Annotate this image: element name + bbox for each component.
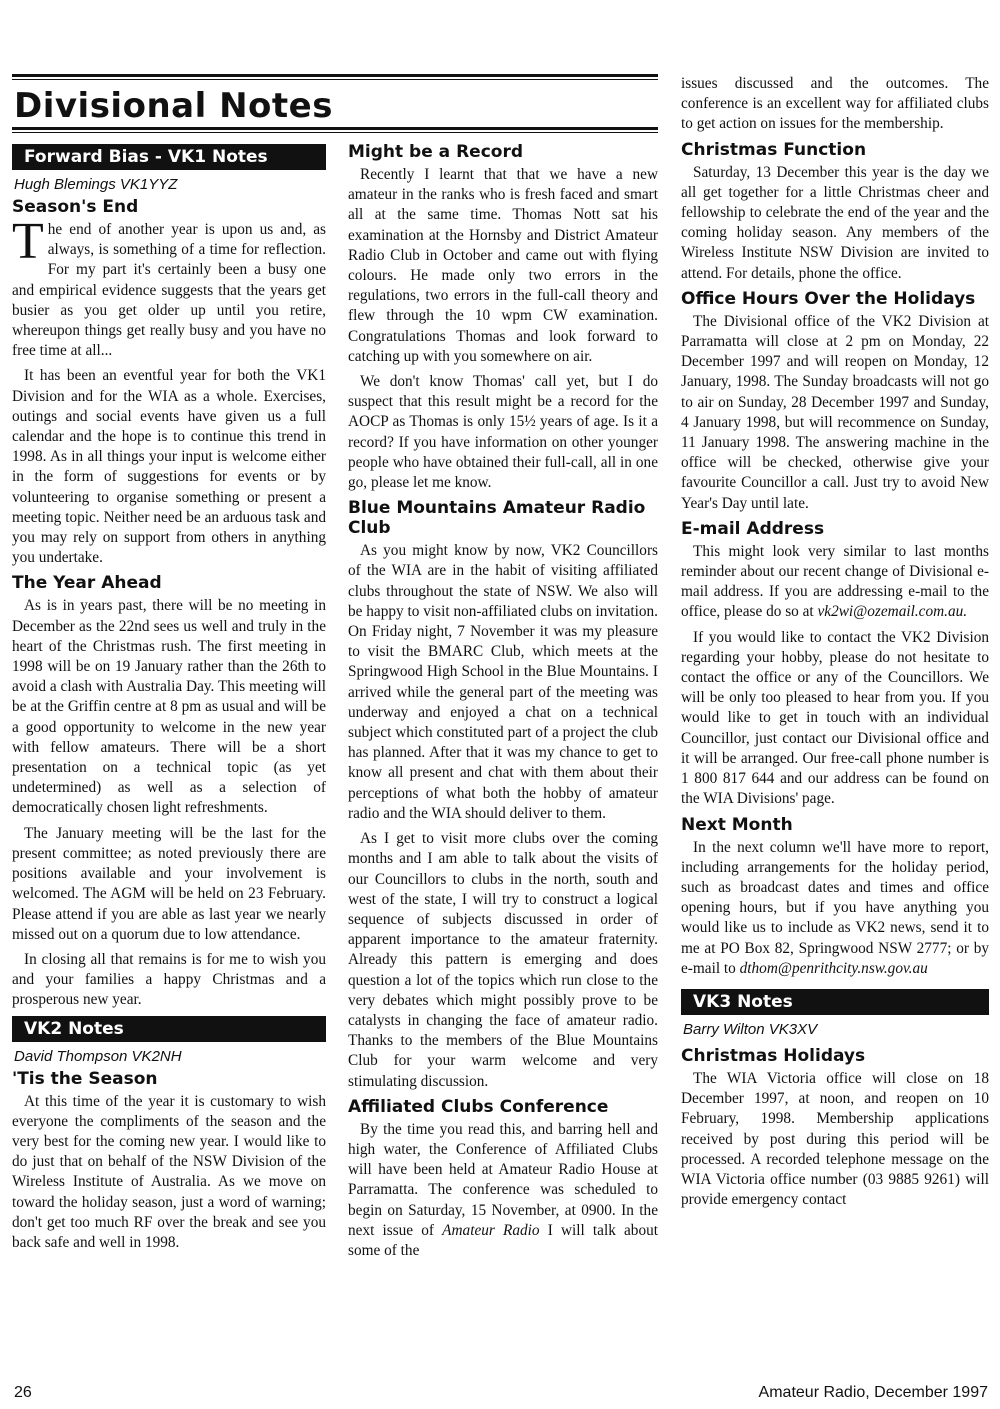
- heading-might-be-a-record: Might be a Record: [348, 142, 523, 162]
- publication-name: Amateur Radio: [442, 1221, 540, 1239]
- heading-tis-the-season: 'Tis the Season: [12, 1068, 158, 1089]
- heading-affiliated-clubs-conference: Affiliated Clubs Conference: [348, 1096, 609, 1117]
- paragraph: The Divisional office of the VK2 Division at Parramatta will close at 2 pm on Monday, 22 December 1997 and will reopen on Monday, 12 January, 1998. The Sunday broadcasts will not go to air on Sunday, 28 December 1997 and Sunday, 4 January 1998, but will recommence on Sunday, 11 January 1998. The answering machine in the office will be checked, otherwise give your favourite Councillor a call. Just try to avoid New Year's Day until late.: [681, 312, 989, 512]
- heading-email-address: E-mail Address: [681, 518, 825, 539]
- heading-blue-mountains: Blue Mountains Amateur Radio Club: [348, 498, 646, 539]
- heading-office-hours: Office Hours Over the Holidays: [681, 288, 976, 309]
- paragraph: The January meeting will be the last for the present committee; as noted previously there are positions available and your involvement is welcomed. The AGM will be held on 23 February. Please attend if you are able as last year we nearly missed out on a quorum due to low attendance.: [12, 824, 326, 943]
- heading-seasons-end: Season's End: [12, 197, 139, 217]
- paragraph: In closing all that remains is for me to wish you and your families a happy Christmas and a prosperous new year.: [12, 950, 326, 1009]
- column-3: [681, 74, 989, 1215]
- heading-next-month: Next Month: [681, 814, 793, 835]
- section-bar-vk3: VK3 Notes: [681, 989, 989, 1015]
- paragraph: issues discussed and the outcomes. The conference is an excellent way for affiliated clubs to get action on issues for the membership.: [681, 75, 989, 133]
- paragraph: As you might know by now, VK2 Councillors of the WIA are in the habit of visiting affiliated clubs throughout the state of NSW. We also will be happy to visit non-affiliated clubs on invitation. On Friday night, 7 November it was my pleasure to visit the BMARC Club, which meets at the Springwood High School in the Blue Mountains. I arrived while the general part of the meeting was underway and enjoyed a chat on a technical subject which constituted part of a project the club has planned. After that it was my chance to get to know all present and chat with them about their perceptions of what both the hobby of amateur radio and the WIA should deliver to them.: [348, 542, 658, 822]
- author-vk1: Hugh Blemings VK1YYZ: [14, 176, 178, 193]
- paragraph: If you would like to contact the VK2 Division regarding your hobby, please do not hesitate to contact the office or any of the Councillors. We will be only too pleased to hear from you. If you would like to get in touch with an individual Councillor, just contact our Divisional office and it will be arranged. Our free-call phone number is 1 800 817 644 and our address can be found on the WIA Divisions' page.: [681, 628, 989, 808]
- page-number: 26: [14, 1384, 32, 1401]
- heading-christmas-holidays: Christmas Holidays: [681, 1045, 866, 1066]
- paragraph: In the next column we'll have more to report, including arrangements for the holiday period, such as broadcast dates and times and office opening hours, but if you have anything you would like us to include as VK2 news, send it to me at PO Box 82, Springwood NSW 2777; or by e-mail to dthom@penrithcity.nsw.gov.au: [681, 838, 989, 977]
- paragraph: The end of another year is upon us and, as always, is something of a time for reflection. For my part it's certainly been a busy one and empirical evidence suggests that the years get busier as you get older up until you retire, whereupon things get really busy and you have no free time at all...: [12, 213, 326, 360]
- paragraph: Recently I learnt that that we have a new amateur in the ranks who is fresh faced and smart all at the same time. Thomas Nott sat his examination at the Hornsby and District Amateur Radio Club in October and came out with flying colours. He made only two errors in the regulations, two errors in the full-call theory and flew through the 10 wpm CW examination. Congratulations Thomas and look forward to catching up with you somewhere on air.: [348, 166, 658, 365]
- paragraph: As is in years past, there will be no meeting in December as the 22nd sees us well and truly in the heart of the Christmas rush. The first meeting in 1998 will be on 19 January rather than the 26th to avoid a clash with Australia Day. This meeting will be at the Griffin centre at 8 pm as usual and will be a good opportunity to welcome in the new year with fellow amateurs. There will be a short presentation on a technical topic (as yet undetermined) as well as a selection of democratically chosen light refreshments.: [12, 597, 326, 817]
- paragraph: Saturday, 13 December this year is the day we all get together for a little Christmas cheer and fellowship to celebrate the end of the year and the coming holiday season. Any members of the Wireless Institute NSW Division are invited to attend. For details, phone the office.: [681, 163, 989, 282]
- email-address: vk2wi@ozemail.com.au.: [817, 603, 968, 621]
- section-bar-vk1: Forward Bias - VK1 Notes: [12, 144, 326, 170]
- email-address: dthom@penrithcity.nsw.gov.au: [739, 959, 928, 977]
- publication-footer: Amateur Radio, December 1997: [758, 1384, 988, 1401]
- paragraph: The WIA Victoria office will close on 18 December 1997, at noon, and reopen on 10 February, 1998. Membership applications received by post during this period will be processed. A recorded telephone message on the WIA Victoria office number (03 9885 9261) will provide emergency contact: [681, 1069, 989, 1209]
- paragraph: This might look very similar to last months reminder about our recent change of Divisional e-mail address. If you are addressing e-mail to the office, please do so at vk2wi@ozemail.com.au.: [681, 542, 989, 621]
- paragraph: As I get to visit more clubs over the coming months and I am able to talk about the visits of our Councillors to clubs in the north, south and west of the state, I will try to construct a logical sequence of subjects discussed in order of apparent importance to the amateur fraternity. Already this pattern is emerging and does question a lot of the topics which run close to the very debates which might possibly prove to be catalysts in changing the face of amateur radio. Thanks to the members of the Blue Mountains Club for your warm welcome and very stimulating discussion.: [348, 830, 658, 1090]
- column-1: [12, 140, 326, 1258]
- header-rule-bottom-thin: [12, 132, 658, 133]
- paragraph: We don't know Thomas' call yet, but I do suspect that this result might be a record for the AOCP as Thomas is only 15½ years of age. Is it a record? If you have information on other younger people who have obtained their full-call, all in one go, please let me know.: [348, 373, 658, 492]
- paragraph: At this time of the year it is customary to wish everyone the compliments of the season and the very best for the coming new year. I would like to do just that on behalf of the NSW Division of the Wireless Institute of Australia. As we move on toward the holiday season, just a word of warning; don't get too much RF over the break and see you back safe and well in 1998.: [12, 1092, 326, 1251]
- heading-christmas-function: Christmas Function: [681, 139, 867, 160]
- header-rule-top: [12, 74, 658, 77]
- paragraph: By the time you read this, and barring hell and high water, the Conference of Affiliated Clubs will have been held at Amateur Radio House at Parramatta. The conference was scheduled to begin on Saturday, 15 November, at 0900. In the next issue of Amateur Radio I will talk about some of the: [348, 1120, 658, 1259]
- section-bar-vk2: VK2 Notes: [12, 1016, 326, 1042]
- column-2: [348, 140, 658, 1266]
- drop-cap: T: [12, 213, 44, 270]
- header-rule-top-thin: [12, 79, 658, 80]
- author-vk2: David Thompson VK2NH: [14, 1047, 182, 1065]
- paragraph: It has been an eventful year for both the VK1 Division and for the WIA as a whole. Exercises, outings and social events have given us a full calendar and the hope is to continue this trend in 1998. As in all things your input is welcome either in the form of suggestions for events or by volunteering to organise something or present a meeting topic. Neither need be an arduous task and you may rely on support from others in anything you undertake.: [12, 367, 326, 567]
- heading-year-ahead: The Year Ahead: [12, 573, 162, 594]
- author-vk3: Barry Wilton VK3XV: [683, 1020, 818, 1038]
- header-rule-bottom: [12, 127, 658, 130]
- page-title: Divisional Notes: [14, 86, 333, 126]
